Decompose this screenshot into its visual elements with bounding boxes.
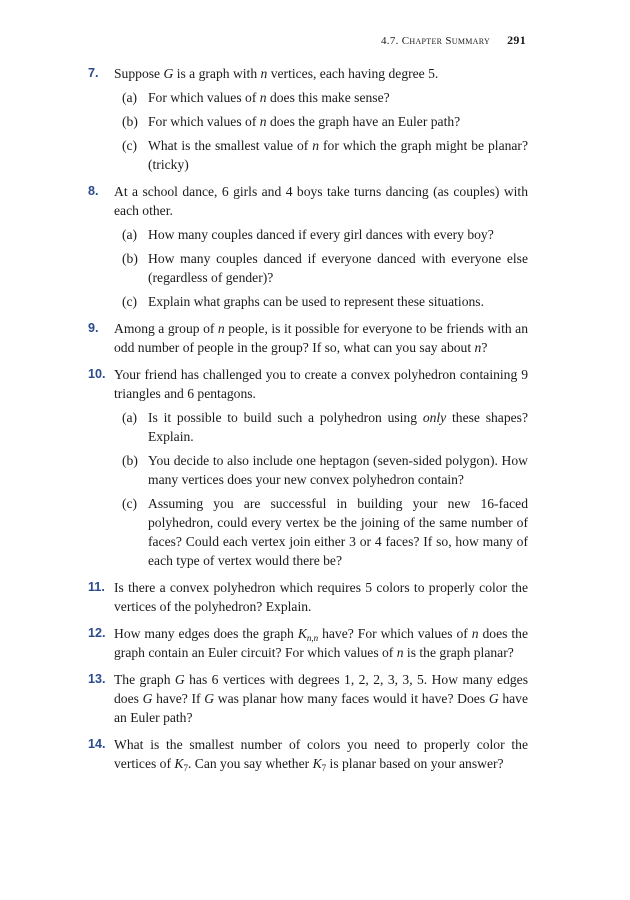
running-header [0, 33, 526, 48]
part-label: (c) [122, 496, 138, 511]
part-text: How many couples danced if every girl dances with every boy? [148, 227, 494, 242]
exercise-item [88, 735, 528, 773]
exercise-number: 7. [88, 66, 99, 80]
part-label: (a) [122, 410, 138, 425]
exercise-part [114, 136, 528, 174]
part-text: For which values of n does this make sense? [148, 90, 390, 105]
exercise-text: Among a group of n people, is it possible for everyone to be friends with an odd number of people in the group? If so, what can you say about n? [114, 321, 529, 355]
part-label: (b) [122, 453, 138, 468]
exercise-item [88, 64, 528, 174]
exercise-number: 8. [88, 184, 99, 198]
exercise-item [88, 365, 528, 570]
exercise-item [88, 670, 528, 727]
exercise-number: 11. [88, 580, 105, 594]
exercise-text: How many edges does the graph $K_{n,n}$ have? For which values of n does the graph contain an Euler circuit? For which values of n is the graph planar? [114, 626, 528, 660]
exercise-number: 9. [88, 321, 99, 335]
part-label: (b) [122, 251, 138, 266]
page-number: 291 [507, 33, 526, 47]
exercise-number: 10. [88, 367, 106, 381]
exercise-text: What is the smallest number of colors you need to properly color the vertices of $K_7$. Can you say whether $K_7$ is planar based on your answer? [114, 737, 528, 773]
exercise-part [114, 112, 528, 131]
exercise-text: Is there a convex polyhedron which requires 5 colors to properly color the vertices of the polyhedron? Explain. [114, 580, 528, 614]
exercise-item [88, 578, 528, 616]
exercise-part [114, 225, 528, 244]
exercise-text: At a school dance, 6 girls and 4 boys take turns dancing (as couples) with each other. [114, 184, 528, 218]
part-text: For which values of n does the graph have an Euler path? [148, 114, 461, 129]
part-label: (c) [122, 138, 138, 153]
exercise-part [114, 88, 528, 107]
exercise-item [88, 624, 528, 662]
exercise-part [114, 451, 528, 489]
exercise-text: Suppose G is a graph with n vertices, each having degree 5. [114, 66, 439, 81]
exercise-item [88, 319, 528, 357]
exercise-number: 12. [88, 626, 106, 640]
part-text: You decide to also include one heptagon (seven-sided polygon). How many vertices does your new convex polyhedron contain? [148, 453, 528, 487]
part-label: (a) [122, 227, 138, 242]
exercise-text: Your friend has challenged you to create a convex polyhedron containing 9 triangles and 6 pentagons. [114, 367, 528, 401]
part-text: Assuming you are successful in building your new 16-faced polyhedron, could every vertex be the joining of the same number of faces? Could each vertex join either 3 or 4 faces? If so, how many of each type of vertex would there be? [148, 496, 528, 568]
exercise-parts [114, 225, 528, 311]
exercise-text: The graph G has 6 vertices with degrees 1, 2, 2, 3, 3, 5. How many edges does G have? If G was planar how many faces would it have? Does G have an Euler path? [114, 672, 528, 725]
exercise-number: 13. [88, 672, 106, 686]
part-label: (b) [122, 114, 138, 129]
exercise-part [114, 408, 528, 446]
part-label: (a) [122, 90, 138, 105]
exercise-part [114, 292, 528, 311]
part-text: What is the smallest value of n for which the graph might be planar? (tricky) [148, 138, 528, 172]
exercise-item [88, 182, 528, 311]
chapter-title: 4.7. Chapter Summary [381, 35, 491, 47]
part-label: (c) [122, 294, 138, 309]
exercise-part [114, 494, 528, 570]
exercise-parts [114, 408, 528, 570]
exercise-part [114, 249, 528, 287]
part-text: Explain what graphs can be used to represent these situations. [148, 294, 484, 309]
exercise-list [88, 64, 528, 781]
exercise-parts [114, 88, 528, 174]
part-text: How many couples danced if everyone danced with everyone else (regardless of gender)? [148, 251, 528, 285]
part-text: Is it possible to build such a polyhedron using only these shapes? Explain. [148, 410, 528, 444]
exercise-number: 14. [88, 737, 106, 751]
